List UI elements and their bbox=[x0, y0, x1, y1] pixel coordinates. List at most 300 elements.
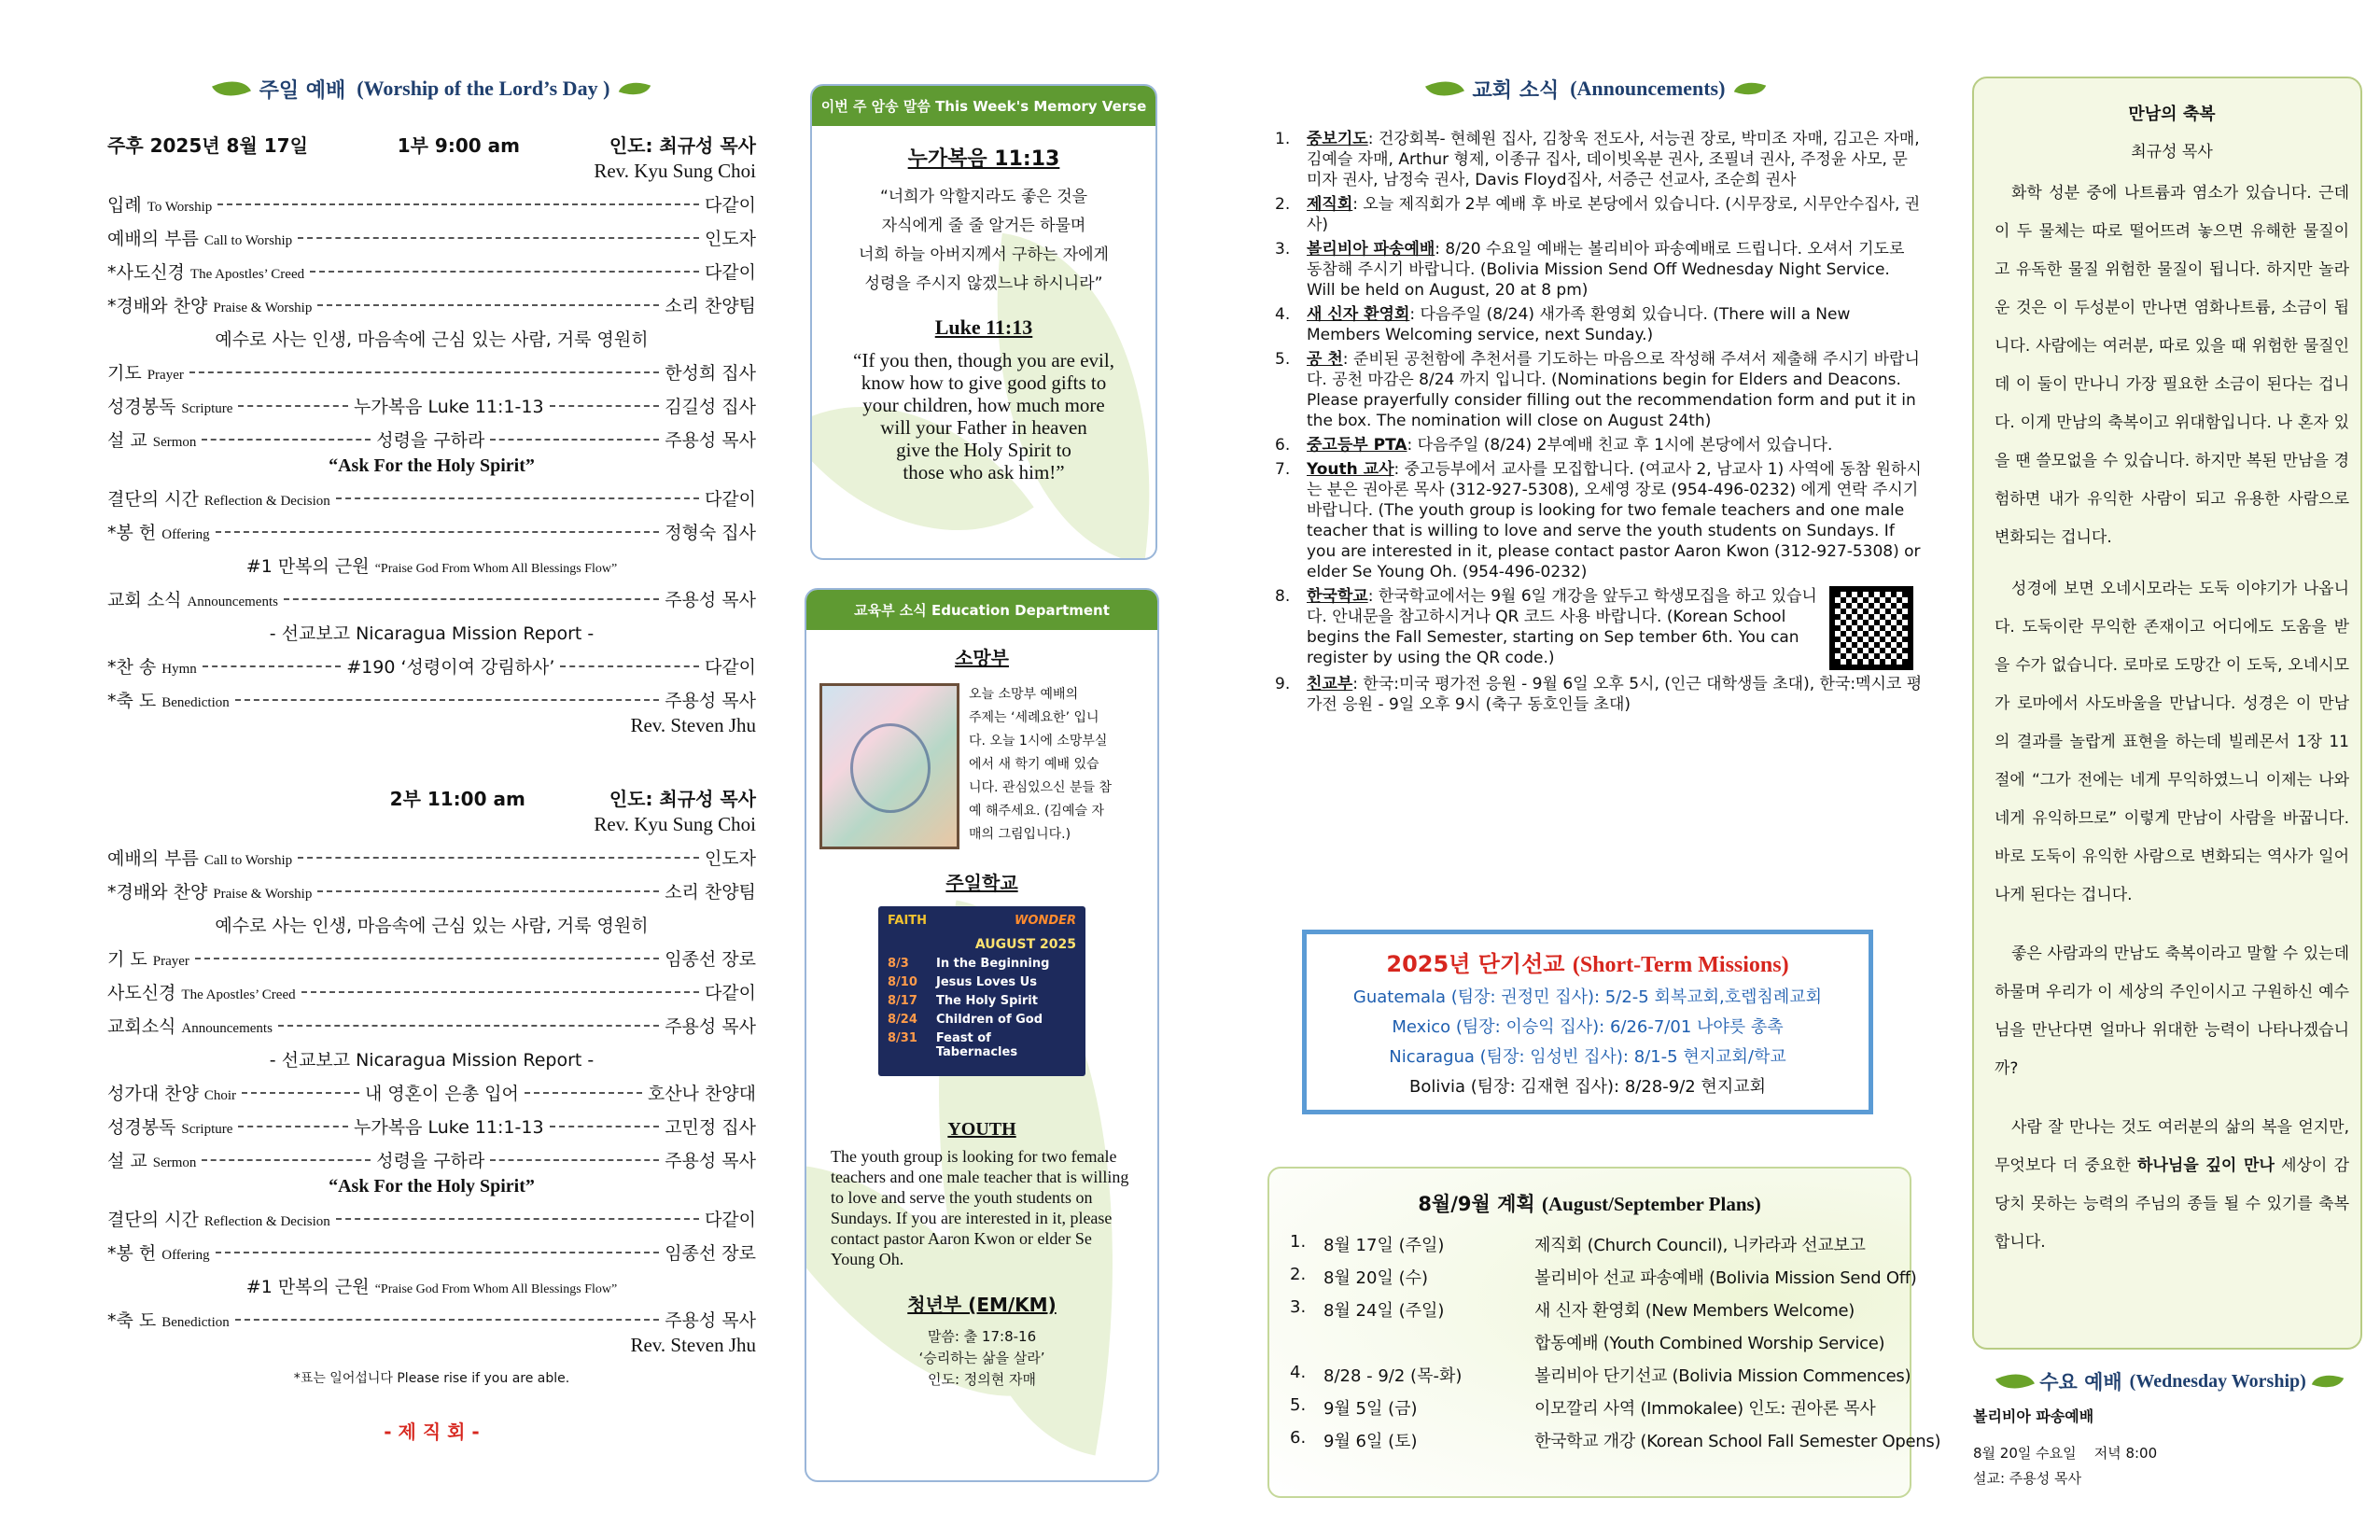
poster-date: 8/31 bbox=[888, 1031, 917, 1045]
announcement-text: : 건강회복- 현혜원 집사, 김창욱 전도사, 서능권 장로, 박미조 자매, 김고은 자매, 김예슬 자매, Arthur 형제, 이종규 집사, 데이빗옥분 권사, 조필녀 권사, 주정윤 사모, 문미자 권사, 남정숙 권사, Davis Floyd집사, 서증근 선교사, 조순희 권사 bbox=[1307, 130, 1920, 189]
announcement-text: : 중고등부에서 교사를 모집합니다. (여교사 2, 남교사 1) 사역에 동참 원하시는 분은 권아론 목사 (312-927-5308), 오세영 장로 (954-496-0232) 에게 연락 주시기 바랍니다. (The youth group is looking for two female teachers and one male teacher that is willing to love and serve the youth students on Sundays. If you are interested in it, please contact pastor Aaron Kwon (312-927-5308) or elder Se Young Oh. (954-496-0232) bbox=[1307, 460, 1922, 581]
worship-header bbox=[107, 65, 756, 112]
plan-date: 8월 17일 (주일) bbox=[1323, 1236, 1445, 1255]
stm-line: Bolivia (팀장: 김재현 집사): 8/28-9/2 현지교회 bbox=[1409, 1077, 1766, 1097]
benediction-name: Rev. Steven Jhu bbox=[630, 714, 756, 736]
poster-lesson: The Holy Spirit bbox=[936, 994, 1038, 1008]
service1-leader: 인도: 최규성 목사 bbox=[609, 134, 756, 157]
offering-song-en: “Praise God From Whom All Blessings Flow” bbox=[374, 562, 618, 576]
order-person: 다같이 bbox=[704, 195, 756, 216]
sermon-title-en-2: “Ask For the Holy Spirit” bbox=[329, 1176, 535, 1197]
painting-image bbox=[819, 683, 959, 849]
announcement-item bbox=[1269, 304, 1923, 345]
order-label: 예배의 부름 bbox=[107, 848, 199, 869]
order-label: *축 도 bbox=[107, 1310, 157, 1331]
service2-order-d bbox=[107, 1206, 756, 1265]
order-label-en: Prayer bbox=[152, 954, 189, 969]
order-row bbox=[107, 359, 756, 385]
order-label: *봉 헌 bbox=[107, 523, 157, 543]
order-person: 주용성 목사 bbox=[665, 1016, 756, 1037]
wednesday-title-en: (Wednesday Worship) bbox=[2129, 1370, 2306, 1392]
leaf-icon bbox=[2312, 1368, 2344, 1393]
order-row bbox=[107, 945, 756, 971]
service2-header bbox=[107, 784, 756, 811]
plan-number: 4. bbox=[1290, 1363, 1307, 1382]
plans-title-en: (August/September Plans) bbox=[1541, 1193, 1761, 1215]
order-label: 기도 bbox=[107, 363, 142, 384]
qr-code-icon[interactable] bbox=[1829, 586, 1913, 670]
announcement-body bbox=[1307, 194, 1923, 235]
praise-songs-2: 예수로 사는 인생, 마음속에 근심 있는 사람, 거룩 영원히 bbox=[215, 916, 649, 936]
stm-line: Nicaragua (팀장: 임성빈 집사): 8/1-5 현지교회/학교 bbox=[1389, 1047, 1786, 1067]
dotted-leader bbox=[189, 371, 659, 373]
poster-lesson: Jesus Loves Us bbox=[936, 975, 1037, 989]
mission-report-2: - 선교보고 Nicaragua Mission Report - bbox=[269, 1050, 595, 1071]
order-label-en: Call to Worship bbox=[203, 853, 293, 868]
poster-lesson: Children of God bbox=[936, 1013, 1043, 1027]
order-row bbox=[107, 878, 756, 903]
order-row bbox=[107, 519, 756, 544]
announcement-number: 6. bbox=[1275, 436, 1291, 455]
service1-header bbox=[107, 131, 756, 158]
order-label-en: Reflection & Decision bbox=[203, 494, 330, 509]
verse-ref-en: Luke 11:13 bbox=[934, 315, 1033, 339]
order-row bbox=[107, 586, 756, 611]
plan-date: 8월 24일 (주일) bbox=[1323, 1301, 1445, 1321]
order-middle: 성령을 구하라 bbox=[376, 1151, 485, 1171]
essay-author: 최규성 목사 bbox=[2131, 143, 2213, 161]
dotted-leader bbox=[216, 531, 660, 533]
dotted-leader bbox=[560, 665, 699, 667]
youth-title: YOUTH bbox=[947, 1119, 1016, 1140]
essay-paragraph bbox=[1995, 1109, 2349, 1262]
plan-row bbox=[1290, 1297, 1889, 1322]
announcement-number: 3. bbox=[1275, 240, 1291, 259]
dotted-leader bbox=[550, 405, 660, 407]
plan-event: 볼리비아 단기선교 (Bolivia Mission Commences) bbox=[1534, 1366, 1911, 1386]
order-person: 소리 찬양팀 bbox=[665, 296, 756, 316]
plan-date: 8/28 - 9/2 (목-화) bbox=[1323, 1366, 1463, 1386]
dotted-leader bbox=[336, 1218, 699, 1220]
order-label: 성가대 찬양 bbox=[107, 1084, 199, 1104]
plan-date: 8월 20일 (수) bbox=[1323, 1268, 1429, 1288]
dotted-leader bbox=[310, 271, 699, 273]
dotted-leader bbox=[202, 1159, 371, 1161]
wednesday-line: 8월 20일 수요일 저녁 8:00 bbox=[1973, 1445, 2158, 1462]
plans-title bbox=[1290, 1189, 1889, 1217]
announcement-item bbox=[1269, 435, 1923, 455]
order-label: 교회소식 bbox=[107, 1016, 176, 1037]
service2-order-b bbox=[107, 945, 756, 1038]
offering-song-ko-2: #1 만복의 근원 bbox=[245, 1277, 370, 1297]
plan-number bbox=[1290, 1330, 1323, 1354]
service1-order-b bbox=[107, 359, 756, 452]
order-label-en: Announcements bbox=[181, 1021, 273, 1036]
order-label: 입례 bbox=[107, 195, 142, 216]
dotted-leader bbox=[298, 857, 699, 859]
memory-verse-box bbox=[810, 84, 1157, 560]
order-label: *사도신경 bbox=[107, 262, 185, 283]
plan-event: 볼리비아 선교 파송예배 (Bolivia Mission Send Off) bbox=[1534, 1268, 1917, 1288]
announcement-head: 새 신자 환영회 bbox=[1307, 305, 1410, 324]
order-label-en: Benediction bbox=[161, 1315, 230, 1330]
service2-leader: 인도: 최규성 목사 bbox=[609, 788, 756, 810]
poster-schedule bbox=[888, 957, 1076, 1059]
poster-row bbox=[888, 994, 1076, 1008]
plan-event: 한국학교 개강 (Korean School Fall Semester Opens) bbox=[1534, 1432, 1941, 1451]
announcement-body bbox=[1307, 349, 1923, 431]
council-footer: - 제 직 회 - bbox=[384, 1421, 480, 1443]
announcement-head: 친교부 bbox=[1307, 675, 1353, 693]
plan-date: 9월 5일 (금) bbox=[1323, 1399, 1418, 1419]
poster-month: AUGUST 2025 bbox=[974, 937, 1076, 952]
announcement-item bbox=[1269, 586, 1923, 670]
worship-title-en: (Worship of the Lord’s Day ) bbox=[357, 77, 610, 100]
announcement-text: : 한국:미국 평가전 응원 - 9월 6일 오후 5시, (인근 대학생들 초대), 한국:멕시코 평가전 응원 - 9일 오후 9시 (축구 동호인들 초대) bbox=[1307, 675, 1923, 714]
essay-text: 세상이 감당치 못하는 능력의 주님의 종들 될 수 있기를 축복합니다. bbox=[1995, 1156, 2349, 1252]
announcement-item bbox=[1269, 459, 1923, 582]
order-label: *경배와 찬양 bbox=[107, 296, 208, 316]
service2-leader-en: Rev. Kyu Sung Choi bbox=[594, 813, 756, 835]
order-label-en: Praise & Worship bbox=[213, 301, 313, 315]
order-row bbox=[107, 485, 756, 511]
dotted-leader bbox=[217, 203, 699, 205]
em-text: 말씀: 출 17:8-16 ‘승리하는 삶을 살라’ 인도: 정의현 자매 bbox=[918, 1328, 1045, 1388]
dotted-leader bbox=[195, 958, 659, 959]
service2-order-c bbox=[107, 1080, 756, 1172]
order-row bbox=[107, 653, 756, 679]
plan-event: 합동예배 (Youth Combined Worship Service) bbox=[1534, 1334, 1885, 1353]
plan-row bbox=[1290, 1330, 1889, 1354]
order-middle: 내 영혼이 은총 입어 bbox=[364, 1084, 519, 1104]
service2-order-e bbox=[107, 1307, 756, 1332]
announcement-item bbox=[1269, 194, 1923, 235]
announcement-text: : 준비된 공천함에 추천서를 기도하는 마음으로 작성해 주셔서 제출해 주시기 바랍니다. 공천 마감은 8/24 까지 입니다. (Nominations begin for Elders and Deacons. Please prayerfully consider filling out the recommendation form and put it in the box. The nomination will close on August 24th) bbox=[1307, 350, 1920, 430]
order-middle: 성령을 구하라 bbox=[376, 430, 485, 451]
announcement-body bbox=[1307, 304, 1923, 345]
worship-section bbox=[107, 65, 756, 1444]
essay-box bbox=[1972, 77, 2362, 1350]
order-row bbox=[107, 979, 756, 1004]
rise-note: *표는 일어섭니다 Please rise if you are able. bbox=[293, 1371, 570, 1386]
order-row bbox=[107, 1147, 756, 1172]
poster-lesson: In the Beginning bbox=[936, 957, 1050, 971]
praise-songs: 예수로 사는 인생, 마음속에 근심 있는 사람, 거룩 영원히 bbox=[215, 329, 649, 350]
order-label-en: Sermon bbox=[152, 1155, 197, 1170]
announcement-text: : 다음주일 (8/24) 2부예배 친교 후 1시에 본당에서 있습니다. bbox=[1407, 436, 1833, 455]
order-label-en: Benediction bbox=[161, 695, 230, 710]
worship-title-ko: 주일 예배 bbox=[259, 78, 346, 103]
order-label-en: Scripture bbox=[181, 401, 233, 416]
order-middle: 누가복음 Luke 11:1-13 bbox=[354, 397, 544, 417]
order-row bbox=[107, 427, 756, 452]
order-label-en: Offering bbox=[161, 527, 210, 542]
announcement-body bbox=[1307, 459, 1923, 582]
order-person: 다같이 bbox=[704, 657, 756, 678]
announcement-body bbox=[1307, 586, 1923, 670]
order-label: *경배와 찬양 bbox=[107, 882, 208, 903]
poster-row bbox=[888, 975, 1076, 989]
service1-time: 1부 9:00 am bbox=[397, 134, 520, 157]
poster-date: 8/3 bbox=[888, 957, 909, 971]
order-middle: 누가복음 Luke 11:1-13 bbox=[354, 1117, 544, 1138]
leaf-icon bbox=[212, 72, 251, 105]
order-label-en: Hymn bbox=[161, 662, 197, 677]
order-row bbox=[107, 1013, 756, 1038]
announcements-header bbox=[1269, 65, 1923, 112]
order-row bbox=[107, 225, 756, 250]
essay-emphasis: 하나님을 깊이 만나 bbox=[2137, 1156, 2275, 1175]
sunday-school-title: 주일학교 bbox=[945, 872, 1018, 894]
plan-number: 2. bbox=[1290, 1265, 1307, 1284]
order-row bbox=[107, 1206, 756, 1231]
order-person: 주용성 목사 bbox=[665, 691, 756, 711]
announcement-item bbox=[1269, 674, 1923, 715]
announcement-number: 2. bbox=[1275, 195, 1291, 214]
announcement-item bbox=[1269, 239, 1923, 301]
order-label: 기 도 bbox=[107, 949, 147, 970]
announcement-text: : 다음주일 (8/24) 새가족 환영회 있습니다. (There will a New Members Welcoming service, next Sunday.) bbox=[1307, 305, 1851, 344]
dotted-leader bbox=[301, 991, 699, 993]
order-row bbox=[107, 687, 756, 712]
offering-song-2 bbox=[107, 1273, 756, 1298]
dotted-leader bbox=[298, 237, 699, 239]
announcement-text: : 8/20 수요일 예배는 볼리비아 파송예배로 드립니다. 오셔서 기도로 동참해 주시기 바랍니다. (Bolivia Mission Send Off Wednesday Night Service. Will be held on August, 20 at 8 pm) bbox=[1307, 240, 1905, 300]
announcement-head: 제직회 bbox=[1307, 195, 1353, 214]
worship-date: 주후 2025년 8월 17일 bbox=[107, 134, 308, 157]
youth-text: The youth group is looking for two female teachers and one male teacher that is willing to love and serve the youth students on Sundays. If you are interested in it, please contact pastor Aaron Kwon or elder Se Young Oh. bbox=[831, 1147, 1129, 1268]
announcement-head: 공 천 bbox=[1307, 350, 1343, 369]
dotted-leader bbox=[284, 598, 659, 600]
announcement-head: 중고등부 PTA bbox=[1307, 436, 1407, 455]
wednesday-line: 볼리비아 파송예배 bbox=[1973, 1407, 2094, 1425]
announcements-title-ko: 교회 소식 bbox=[1472, 78, 1560, 103]
dotted-leader bbox=[278, 1025, 659, 1027]
poster-row bbox=[888, 1031, 1076, 1059]
order-row bbox=[107, 191, 756, 217]
order-label-en: The Apostles’ Creed bbox=[181, 987, 296, 1002]
order-row bbox=[107, 1080, 756, 1105]
plan-row bbox=[1290, 1428, 1941, 1452]
order-row bbox=[107, 1239, 756, 1265]
dotted-leader bbox=[235, 1319, 659, 1321]
dotted-leader bbox=[490, 439, 659, 441]
plan-event: 제직회 (Church Council), 니카라과 선교보고 bbox=[1534, 1236, 1866, 1255]
service1-order-a bbox=[107, 191, 756, 317]
order-label-en: Announcements bbox=[187, 595, 278, 609]
plans-box bbox=[1267, 1167, 1941, 1498]
order-person: 소리 찬양팀 bbox=[665, 882, 756, 903]
essay-paragraph: 좋은 사람과의 만남도 축복이라고 말할 수 있는데 하물며 우리가 이 세상의 주인이시고 구원하신 예수님을 만난다면 얼마나 위대한 능력이 나타나겠습니까? bbox=[1995, 945, 2349, 1078]
benediction-name-2: Rev. Steven Jhu bbox=[630, 1334, 756, 1356]
plan-row bbox=[1290, 1395, 1889, 1420]
announcement-number: 7. bbox=[1275, 460, 1291, 479]
offering-song-en-2: “Praise God From Whom All Blessings Flow” bbox=[374, 1282, 618, 1296]
order-label: *축 도 bbox=[107, 691, 157, 711]
order-person: 다같이 bbox=[704, 1210, 756, 1230]
order-middle: #190 ‘성령이여 강림하사’ bbox=[346, 657, 555, 678]
announcement-body bbox=[1307, 239, 1923, 301]
dotted-leader bbox=[317, 890, 659, 892]
order-person: 다같이 bbox=[704, 983, 756, 1003]
order-label: 결단의 시간 bbox=[107, 489, 199, 510]
verse-ref-ko: 누가복음 11:13 bbox=[907, 147, 1060, 171]
plans-list bbox=[1290, 1232, 1941, 1452]
order-person: 주용성 목사 bbox=[665, 430, 756, 451]
em-title: 청년부 (EM/KM) bbox=[907, 1294, 1057, 1316]
order-label-en: To Worship bbox=[147, 200, 213, 215]
dotted-leader bbox=[238, 405, 348, 407]
plan-row bbox=[1290, 1265, 1917, 1289]
announcements-list bbox=[1269, 129, 1923, 715]
order-row bbox=[107, 393, 756, 418]
service1-order-e bbox=[107, 653, 756, 712]
announcement-number: 1. bbox=[1275, 130, 1291, 148]
announcement-number: 8. bbox=[1275, 587, 1291, 606]
order-person: 인도자 bbox=[704, 848, 756, 869]
essay-title: 만남의 축복 bbox=[2128, 105, 2216, 124]
service1-leader-en: Rev. Kyu Sung Choi bbox=[594, 160, 756, 182]
order-row bbox=[107, 292, 756, 317]
order-label: 성경봉독 bbox=[107, 397, 176, 417]
short-term-missions-box bbox=[1302, 930, 1873, 1114]
poster-date: 8/17 bbox=[888, 994, 917, 1008]
order-person: 임종선 장로 bbox=[665, 949, 756, 970]
announcement-body bbox=[1307, 674, 1923, 715]
announcement-head: Youth 교사 bbox=[1307, 460, 1394, 479]
order-row bbox=[107, 259, 756, 284]
education-box bbox=[805, 588, 1159, 1482]
stm-title-ko: 2025년 단기선교 bbox=[1386, 951, 1565, 977]
order-label: 예배의 부름 bbox=[107, 229, 199, 249]
poster-date: 8/24 bbox=[888, 1013, 917, 1027]
plan-row bbox=[1290, 1363, 1911, 1387]
offering-song-ko: #1 만복의 근원 bbox=[245, 556, 370, 577]
verse-text-ko: “너희가 악할지라도 좋은 것을 자식에게 줄 줄 알거든 하물며 너희 하늘 아버지께서 구하는 자에게 성령을 주시지 않겠느냐 하시니라” bbox=[859, 188, 1109, 293]
announcement-body bbox=[1307, 129, 1923, 190]
stm-line: Mexico (팀장: 이승익 집사): 6/26-7/01 나야릇 총촉 bbox=[1392, 1017, 1784, 1037]
mission-report: - 선교보고 Nicaragua Mission Report - bbox=[269, 623, 595, 644]
dotted-leader bbox=[550, 1126, 660, 1127]
order-person: 주용성 목사 bbox=[665, 1310, 756, 1331]
order-person: 다같이 bbox=[704, 262, 756, 283]
announcement-text: : 오늘 제직회가 2부 예배 후 바로 본당에서 있습니다. (시무장로, 시무안수집사, 권사) bbox=[1307, 195, 1921, 234]
order-person: 고민정 집사 bbox=[665, 1117, 757, 1138]
leaf-icon bbox=[1734, 76, 1766, 101]
order-person: 주용성 목사 bbox=[665, 1151, 756, 1171]
order-label-en: Praise & Worship bbox=[213, 887, 313, 902]
essay-text: 사람 잘 만나는 것도 여러분의 삶의 복을 얻지만, 무엇보다 더 중요한 bbox=[1995, 1118, 2349, 1175]
service1-order-d bbox=[107, 586, 756, 611]
poster-faith: FAITH bbox=[888, 914, 928, 928]
announcement-head: 볼리비아 파송예배 bbox=[1307, 240, 1435, 259]
poster-row bbox=[888, 1013, 1076, 1027]
order-person: 한성희 집사 bbox=[665, 363, 756, 384]
plan-number: 1. bbox=[1290, 1232, 1307, 1252]
order-label-en: Scripture bbox=[181, 1122, 233, 1137]
order-person: 임종선 장로 bbox=[665, 1243, 756, 1264]
plan-event: 새 신자 환영회 (New Members Welcome) bbox=[1534, 1301, 1855, 1321]
stm-title bbox=[1316, 945, 1859, 978]
dotted-leader bbox=[242, 1092, 359, 1094]
dotted-leader bbox=[235, 699, 659, 701]
stm-title-en: (Short-Term Missions) bbox=[1572, 953, 1789, 977]
order-label: *봉 헌 bbox=[107, 1243, 157, 1264]
leaf-icon bbox=[1425, 72, 1464, 105]
announcements-section bbox=[1269, 65, 1923, 719]
order-label-en: Sermon bbox=[152, 435, 197, 450]
plans-title-ko: 8월/9월 계획 bbox=[1418, 1193, 1535, 1215]
service2-order-a bbox=[107, 845, 756, 903]
order-person: 인도자 bbox=[704, 229, 756, 249]
offering-song bbox=[107, 553, 756, 578]
plan-date: 9월 6일 (토) bbox=[1323, 1432, 1418, 1451]
announcements-title-en: (Announcements) bbox=[1570, 77, 1726, 100]
poster-lesson: Feast of Tabernacles bbox=[935, 1031, 1018, 1059]
verse-text-en: “If you then, though you are evil, know how to give good gifts to your children, how much more will your Father in heaven give the Holy Spirit to those who ask him!” bbox=[853, 349, 1114, 483]
order-label: 교회 소식 bbox=[107, 590, 182, 610]
poster-wonder: WONDER bbox=[1015, 914, 1076, 928]
poster-row bbox=[888, 957, 1076, 971]
order-label-en: Prayer bbox=[147, 368, 184, 383]
order-person: 주용성 목사 bbox=[665, 590, 756, 610]
order-person: 호산나 찬양대 bbox=[647, 1084, 757, 1104]
plan-event: 이모깔리 사역 (Immokalee) 인도: 권아론 목사 bbox=[1534, 1399, 1876, 1419]
education-header: 교육부 소식 Education Department bbox=[806, 590, 1157, 630]
plan-date bbox=[1323, 1330, 1534, 1354]
sunshine-block bbox=[806, 683, 1157, 849]
order-row bbox=[107, 1113, 756, 1139]
plan-number: 6. bbox=[1290, 1428, 1307, 1448]
order-label-en: Call to Worship bbox=[203, 233, 293, 248]
leaf-icon bbox=[619, 76, 651, 101]
plan-number: 5. bbox=[1290, 1395, 1307, 1415]
plan-number: 3. bbox=[1290, 1297, 1307, 1317]
order-row bbox=[107, 845, 756, 870]
order-row bbox=[107, 1307, 756, 1332]
sunshine-title: 소망부 bbox=[955, 647, 1009, 669]
wednesday-worship bbox=[1969, 1367, 2371, 1488]
announcement-number: 5. bbox=[1275, 350, 1291, 369]
order-label-en: Reflection & Decision bbox=[203, 1214, 330, 1229]
sunshine-text: 오늘 소망부 예배의 주제는 ‘세례요한’ 입니 다. 오늘 1시에 소망부실 에서 새 학기 예배 있습 니다. 관심있으신 분들 참 예 해주세요. (김예슬 자 매의 그림입니다.) bbox=[969, 687, 1113, 842]
dotted-leader bbox=[216, 1252, 660, 1253]
dotted-leader bbox=[525, 1092, 642, 1094]
order-label-en: The Apostles’ Creed bbox=[189, 267, 305, 282]
service2-time: 2부 11:00 am bbox=[389, 788, 525, 810]
wednesday-line: 설교: 주용성 목사 bbox=[1973, 1470, 2082, 1487]
dotted-leader bbox=[203, 665, 342, 667]
sunday-school-poster bbox=[878, 906, 1085, 1076]
dotted-leader bbox=[238, 1126, 348, 1127]
dotted-leader bbox=[202, 439, 371, 441]
announcement-head: 한국학교 bbox=[1307, 587, 1368, 606]
announcement-number: 4. bbox=[1275, 305, 1291, 324]
announcement-body bbox=[1307, 435, 1923, 455]
service1-order-c bbox=[107, 485, 756, 544]
order-label: 성경봉독 bbox=[107, 1117, 176, 1138]
announcement-item bbox=[1269, 349, 1923, 431]
dotted-leader bbox=[336, 497, 699, 499]
dotted-leader bbox=[490, 1159, 659, 1161]
poster-date: 8/10 bbox=[888, 975, 917, 989]
leaf-icon bbox=[1995, 1365, 2035, 1397]
order-person: 다같이 bbox=[704, 489, 756, 510]
announcement-item bbox=[1269, 129, 1923, 190]
order-label: 사도신경 bbox=[107, 983, 176, 1003]
memory-verse-header: 이번 주 암송 말씀 This Week's Memory Verse bbox=[812, 86, 1155, 126]
essay-paragraph: 성경에 보면 오네시모라는 도둑 이야기가 나옵니다. 도둑이란 무익한 존재이고 어디에도 도움을 받을 수가 없습니다. 로마로 도망간 이 도둑, 오네시모가 로마에서 사도바울을 만납니다. 성경은 이 만남의 결과를 놀랍게 표현을 하는데 빌레몬서 1장 11절에 “그가 전에는 네게 무익하였느니 이제는 나와 네게 유익하므로” 이렇게 만남이 사람을 바꿉니다. 바로 도둑이 유익한 사람으로 변화되는 역사가 일어나게 된다는 겁니다. bbox=[1995, 580, 2349, 904]
